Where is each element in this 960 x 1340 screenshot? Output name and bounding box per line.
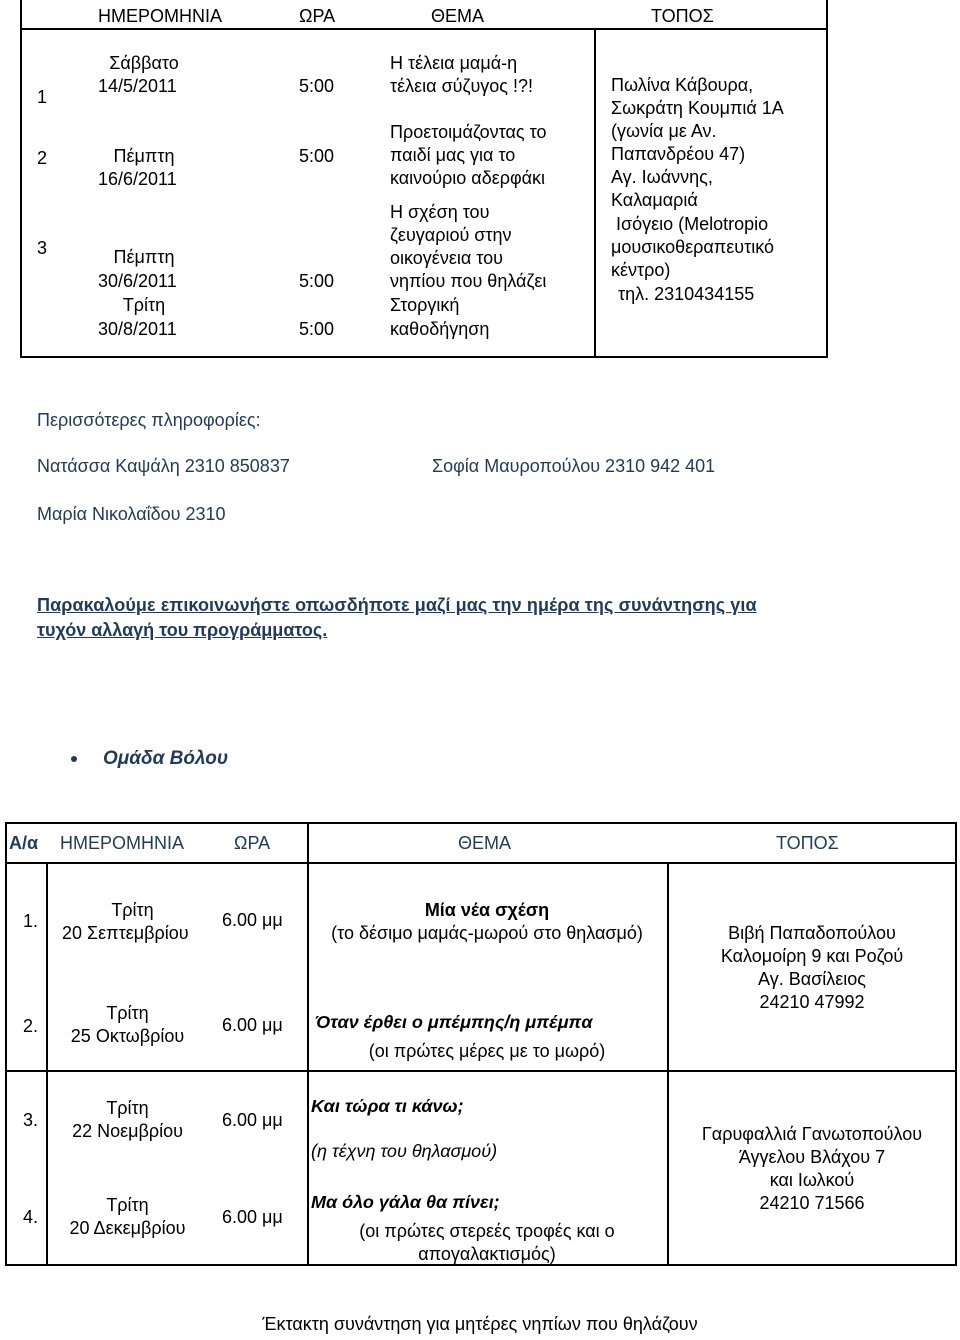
t1-place-line: Σωκράτη Κουμπιά 1Α <box>611 98 784 118</box>
t2-row-topic-sub: (οι πρώτες στερεές τροφές και ο <box>359 1221 615 1241</box>
t1-row-num: 2 <box>37 148 48 168</box>
t2-row-topic-sub: (το δέσιμο μαμάς-μωρού στο θηλασμό) <box>331 923 643 943</box>
t2-row-topic-title: Μία νέα σχέση <box>424 900 550 920</box>
table-1-header-divider <box>20 28 828 30</box>
t2-row-time: 6.00 μμ <box>222 1015 283 1035</box>
table-1-place-divider <box>594 28 596 358</box>
bullet-icon <box>71 756 77 762</box>
group-title: Ομάδα Βόλου <box>103 748 229 769</box>
notice-line-1: Παρακαλούμε επικοινωνήστε οπωσδήποτε μαζί μας την ημέρα της συνάντησης για <box>37 595 757 615</box>
t2-row-date: 22 Νοεμβρίου <box>72 1121 183 1141</box>
t2-row-topic-title: Μα όλο γάλα θα πίνει; <box>311 1192 500 1212</box>
t2-header-date: ΗΜΕΡΟΜΗΝΙΑ <box>60 833 185 853</box>
t2-place-line: Γαρυφαλλιά Γανωτοπούλου <box>701 1124 923 1144</box>
t1-row-topic: Προετοιμάζοντας το <box>390 122 547 142</box>
t1-row-date: 30/6/2011 <box>98 271 177 291</box>
t1-row-num: 1 <box>37 87 48 107</box>
t2-row-topic-title: Όταν έρθει ο μπέμπης/η μπέμπα <box>315 1012 593 1032</box>
t2-place-line: και Ιωλκού <box>769 1170 855 1190</box>
t1-row-topic: νηπίου που θηλάζει <box>390 271 547 291</box>
t1-header-place: ΤΟΠΟΣ <box>651 6 714 26</box>
t1-header-time: ΩΡΑ <box>299 6 336 26</box>
t1-place-phone: τηλ. 2310434155 <box>618 284 755 304</box>
t2-row-num: 3. <box>23 1110 39 1130</box>
contact-sofia: Σοφία Μαυροπούλου 2310 942 401 <box>432 456 716 476</box>
t2-row-topic-sub: (οι πρώτες μέρες με το μωρό) <box>368 1041 606 1061</box>
t1-row-day: Πέμπτη <box>113 146 175 166</box>
t2-header-topic: ΘΕΜΑ <box>458 833 512 853</box>
t1-place-line: κέντρο) <box>611 260 671 280</box>
t2-row-num: 1. <box>23 911 39 931</box>
t1-place-line: (γωνία με Αν. <box>611 121 717 141</box>
footer-note: Έκτακτη συνάντηση για μητέρες νηπίων που θηλάζουν <box>262 1314 698 1334</box>
t2-row-day: Τρίτη <box>106 1195 149 1215</box>
t1-place-line: Αγ. Ιωάννης, <box>611 167 713 187</box>
t1-row-date: 16/6/2011 <box>98 169 177 189</box>
t1-header-date: ΗΜΕΡΟΜΗΝΙΑ <box>98 6 223 26</box>
t2-row-time: 6.00 μμ <box>222 1110 283 1130</box>
t2-place-line: Αγ. Βασίλειος <box>758 969 866 989</box>
t2-row-time: 6.00 μμ <box>222 910 283 930</box>
contact-natassa: Νατάσσα Καψάλη 2310 850837 <box>37 456 290 476</box>
t2-row-date: 20 Σεπτεμβρίου <box>62 923 189 943</box>
t2-place-phone: 24210 71566 <box>759 1193 865 1213</box>
t1-row-time: 5:00 <box>299 76 335 96</box>
t1-row-time: 5:00 <box>299 319 335 339</box>
table-2-row-divider <box>5 1070 957 1072</box>
t1-place-line: μουσικοθεραπευτικό <box>611 237 774 257</box>
t1-row-topic: Η τέλεια μαμά-η <box>390 53 518 73</box>
t2-header-time: ΩΡΑ <box>234 833 271 853</box>
t1-row-topic: οικογένεια του <box>390 248 503 268</box>
t2-row-date: 20 Δεκεμβρίου <box>69 1218 186 1238</box>
t1-row-time: 5:00 <box>299 271 335 291</box>
t1-row-day: Σάββατο <box>109 53 179 73</box>
t2-row-topic-title: Και τώρα τι κάνω; <box>311 1096 464 1116</box>
t2-place-line: Καλομοίρη 9 και Ροζού <box>720 946 904 966</box>
t1-row-topic: Η σχέση του <box>390 202 490 222</box>
t2-row-date: 25 Οκτωβρίου <box>70 1026 185 1046</box>
table-2-header-divider <box>5 862 957 864</box>
t2-row-day: Τρίτη <box>111 900 154 920</box>
t2-row-topic-sub: απογαλακτισμός) <box>418 1244 556 1264</box>
table-2-col-divider <box>46 862 48 1266</box>
t2-row-num: 2. <box>23 1016 39 1036</box>
t2-row-day: Τρίτη <box>106 1003 149 1023</box>
t2-place-phone: 24210 47992 <box>759 992 865 1012</box>
t1-row-date: 14/5/2011 <box>98 76 177 96</box>
t2-place-line: Βιβή Παπαδοπούλου <box>728 923 896 943</box>
t1-row-day: Πέμπτη <box>113 247 175 267</box>
t1-row-topic: τέλεια σύζυγος !?! <box>390 76 533 96</box>
t1-place-line: Πωλίνα Κάβουρα, <box>611 75 754 95</box>
t2-row-time: 6.00 μμ <box>222 1207 283 1227</box>
t1-row-topic: καινούριο αδερφάκι <box>390 168 546 188</box>
notice-line-2: τυχόν αλλαγή του προγράμματος. <box>37 620 328 640</box>
t2-place-line: Άγγελου Βλάχου 7 <box>738 1147 886 1167</box>
t2-row-topic-sub: (η τέχνη του θηλασμού) <box>311 1141 498 1161</box>
t1-row-num: 3 <box>37 238 48 258</box>
t1-row-topic: παιδί μας για το <box>390 145 516 165</box>
t2-row-day: Τρίτη <box>106 1098 149 1118</box>
t1-row-topic: καθοδήγηση <box>390 319 490 339</box>
t1-row-time: 5:00 <box>299 146 335 166</box>
more-info-heading: Περισσότερες πληροφορίες: <box>37 410 261 430</box>
t1-row-topic: Στοργική <box>390 295 460 315</box>
t1-header-topic: ΘΕΜΑ <box>431 6 485 26</box>
t1-row-day: Τρίτη <box>122 295 166 315</box>
t2-header-place: ΤΟΠΟΣ <box>776 833 839 853</box>
contact-maria: Μαρία Νικολαΐδου 2310 <box>37 504 226 524</box>
t2-row-num: 4. <box>23 1207 39 1227</box>
t1-row-topic: ζευγαριού στην <box>390 225 512 245</box>
t1-place-line: Ισόγειο (Melotropio <box>616 214 769 234</box>
t1-row-date: 30/8/2011 <box>98 319 177 339</box>
t1-place-line: Καλαμαριά <box>611 190 698 210</box>
t2-header-num: Α/α <box>9 833 39 853</box>
t1-place-line: Παπανδρέου 47) <box>611 144 746 164</box>
